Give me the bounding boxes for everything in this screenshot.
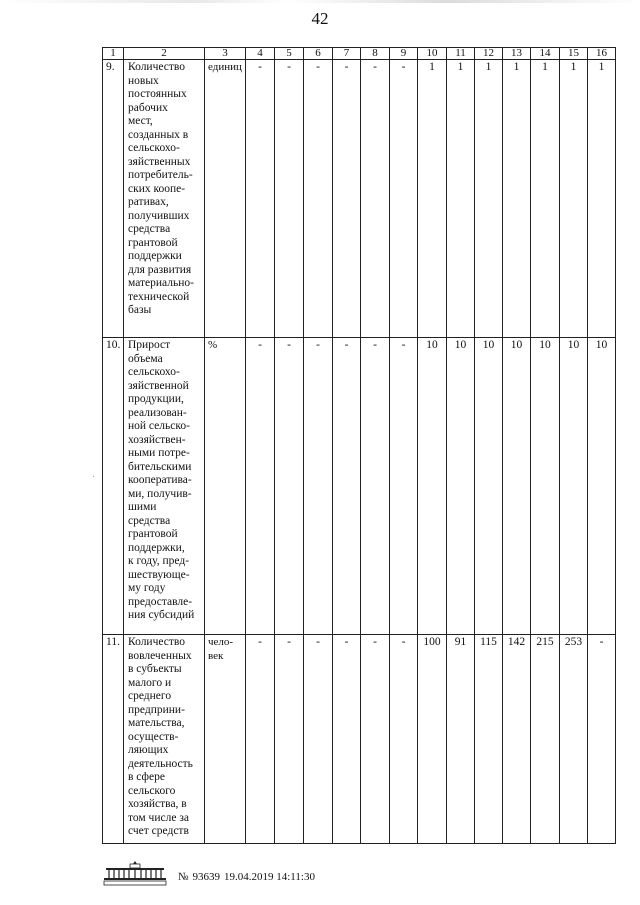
value-cell: - <box>333 635 361 844</box>
unit-of-measure: единиц <box>205 60 246 338</box>
table-row <box>103 635 616 844</box>
value-cell: - <box>304 635 333 844</box>
value-cell: - <box>275 338 304 635</box>
scan-edge <box>0 0 640 3</box>
row-number: 10. <box>103 338 124 635</box>
value-cell: 142 <box>503 635 531 844</box>
value-cell: - <box>390 338 418 635</box>
table-body <box>103 48 616 844</box>
value-cell: 1 <box>475 60 503 338</box>
value-cell: 91 <box>447 635 475 844</box>
value-cell: - <box>333 60 361 338</box>
registration-stamp <box>178 871 319 883</box>
value-cell: - <box>390 60 418 338</box>
number-sign: № <box>178 871 189 883</box>
government-building-logo <box>100 861 170 887</box>
value-cell: - <box>390 635 418 844</box>
unit-of-measure: % <box>205 338 246 635</box>
value-cell: 1 <box>588 60 616 338</box>
value-cell: 10 <box>475 338 503 635</box>
indicator-name: Количество новых постоянных рабочих мест, созданных в сельскохо- зяйственных потребитель- ских коопе- ративах, получивших средства грантовой поддержки для развития материально- технической базы <box>124 60 205 338</box>
value-cell: 1 <box>531 60 560 338</box>
column-header-4: 4 <box>246 48 275 60</box>
table-header-row <box>103 48 616 60</box>
value-cell: 10 <box>531 338 560 635</box>
document-number: 93639 <box>192 871 220 883</box>
value-cell: 1 <box>447 60 475 338</box>
page-number: 42 <box>311 9 329 28</box>
indicator-table <box>102 47 616 844</box>
column-header-10: 10 <box>418 48 447 60</box>
table-row <box>103 60 616 338</box>
value-cell: 10 <box>588 338 616 635</box>
column-header-8: 8 <box>361 48 390 60</box>
value-cell: 1 <box>503 60 531 338</box>
column-header-3: 3 <box>205 48 246 60</box>
value-cell: - <box>246 60 275 338</box>
value-cell: - <box>246 635 275 844</box>
unit-of-measure: чело- век <box>205 635 246 844</box>
column-header-12: 12 <box>475 48 503 60</box>
value-cell: 215 <box>531 635 560 844</box>
table-row <box>103 338 616 635</box>
value-cell: - <box>246 338 275 635</box>
column-header-1: 1 <box>103 48 124 60</box>
value-cell: 115 <box>475 635 503 844</box>
value-cell: - <box>304 338 333 635</box>
row-number: 11. <box>103 635 124 844</box>
indicator-name: Прирост объема сельскохо- зяйственной продукции, реализован- ной сельско- хозяйствен- ными потре- бительскими кооператива- ми, получив- шими средства грантовой поддержки, к году, пред- шествующе- му году предоставле- ния субсидий <box>124 338 205 635</box>
column-header-9: 9 <box>390 48 418 60</box>
value-cell: - <box>588 635 616 844</box>
value-cell: 1 <box>560 60 588 338</box>
column-header-15: 15 <box>560 48 588 60</box>
value-cell: 100 <box>418 635 447 844</box>
value-cell: 1 <box>418 60 447 338</box>
column-header-11: 11 <box>447 48 475 60</box>
value-cell: 10 <box>560 338 588 635</box>
value-cell: 10 <box>447 338 475 635</box>
registration-footer <box>100 861 460 891</box>
row-number: 9. <box>103 60 124 338</box>
registration-datetime: 19.04.2019 14:11:30 <box>224 871 315 883</box>
value-cell: - <box>361 635 390 844</box>
column-header-5: 5 <box>275 48 304 60</box>
column-header-2: 2 <box>124 48 205 60</box>
value-cell: - <box>361 338 390 635</box>
column-header-13: 13 <box>503 48 531 60</box>
indicator-name: Количество вовлеченных в субъекты малого и среднего предприни- мательства, осуществ- ляющих деятельность в сфере сельского хозяйства, в том числе за счет средств <box>124 635 205 844</box>
value-cell: 10 <box>503 338 531 635</box>
value-cell: 253 <box>560 635 588 844</box>
column-header-6: 6 <box>304 48 333 60</box>
value-cell: - <box>333 338 361 635</box>
value-cell: - <box>275 60 304 338</box>
column-header-7: 7 <box>333 48 361 60</box>
value-cell: 10 <box>418 338 447 635</box>
column-header-14: 14 <box>531 48 560 60</box>
column-header-16: 16 <box>588 48 616 60</box>
scan-speck: · <box>92 472 96 483</box>
value-cell: - <box>304 60 333 338</box>
value-cell: - <box>361 60 390 338</box>
value-cell: - <box>275 635 304 844</box>
